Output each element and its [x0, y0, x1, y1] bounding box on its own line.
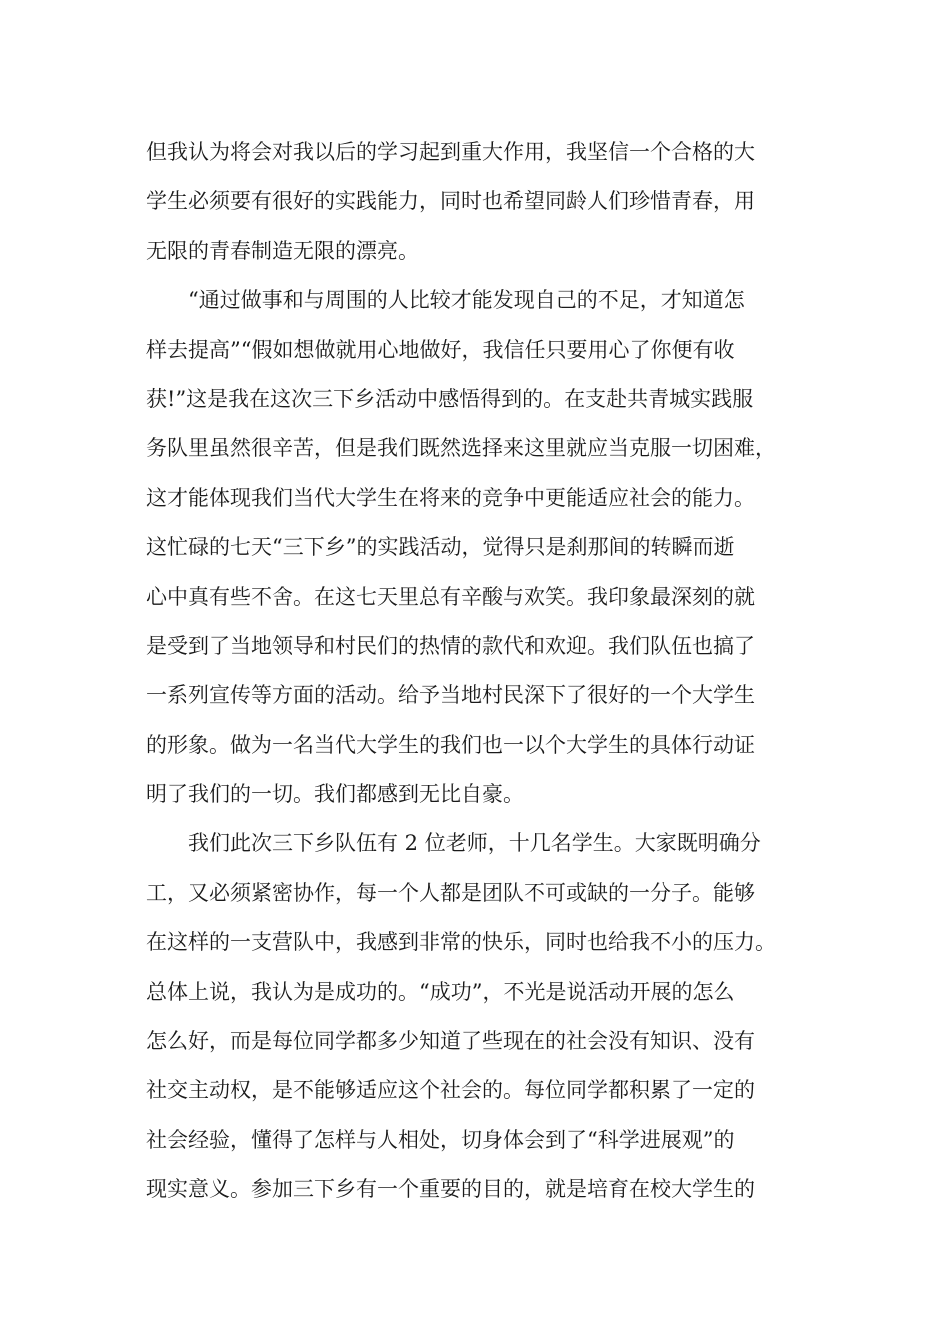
- text-line: 获!”这是我在这次三下乡活动中感悟得到的。在支赴共青城实践服: [146, 386, 754, 411]
- text-line: 社交主动权，是不能够适应这个社会的。每位同学都积累了一定的: [146, 1078, 755, 1103]
- text-line: 的形象。做为一名当代大学生的我们也一以个大学生的具体行动证: [146, 732, 755, 757]
- text-line: 这才能体现我们当代大学生在将来的竞争中更能适应社会的能力。: [146, 485, 755, 510]
- text-line: 学生必须要有很好的实践能力，同时也希望同龄人们珍惜青春，用: [146, 189, 755, 214]
- text-line: 心中真有些不舍。在这七天里总有辛酸与欢笑。我印象最深刻的就: [146, 584, 755, 609]
- text-line: 是受到了当地领导和村民们的热情的款代和欢迎。我们队伍也搞了: [146, 633, 755, 658]
- text-line: 怎么好，而是每位同学都多少知道了些现在的社会没有知识、没有: [146, 1029, 755, 1054]
- text-line: 社会经验，懂得了怎样与人相处，切身体会到了“科学进展观”的: [146, 1127, 735, 1152]
- text-line: 在这样的一支营队中，我感到非常的快乐，同时也给我不小的压力。: [146, 930, 776, 955]
- text-line: 总体上说，我认为是成功的。“成功”，不光是说活动开展的怎么: [146, 979, 735, 1004]
- text-line: 一系列宣传等方面的活动。给予当地村民深下了很好的一个大学生: [146, 683, 755, 708]
- text-line: 现实意义。参加三下乡有一个重要的目的，就是培育在校大学生的: [146, 1177, 755, 1202]
- text-line: 无限的青春制造无限的漂亮。: [146, 238, 419, 263]
- text-line: 务队里虽然很辛苦，但是我们既然选择来这里就应当克服一切困难，: [146, 436, 776, 461]
- text-line: 明了我们的一切。我们都感到无比自豪。: [146, 782, 524, 807]
- text-line: 样去提高”“假如想做就用心地做好，我信任只要用心了你便有收: [146, 337, 735, 362]
- text-line: 但我认为将会对我以后的学习起到重大作用，我坚信一个合格的大: [146, 140, 755, 164]
- text-line: “通过做事和与周围的人比较才能发现自己的不足，才知道怎: [146, 288, 745, 313]
- text-line: 我们此次三下乡队伍有 2 位老师，十几名学生。大家既明确分: [146, 831, 761, 856]
- text-line: 工，又必须紧密协作，每一个人都是团队不可或缺的一分子。能够: [146, 880, 755, 905]
- text-line: 这忙碌的七天“三下乡”的实践活动，觉得只是刹那间的转瞬而逝: [146, 535, 735, 560]
- body-text: [146, 128, 826, 1215]
